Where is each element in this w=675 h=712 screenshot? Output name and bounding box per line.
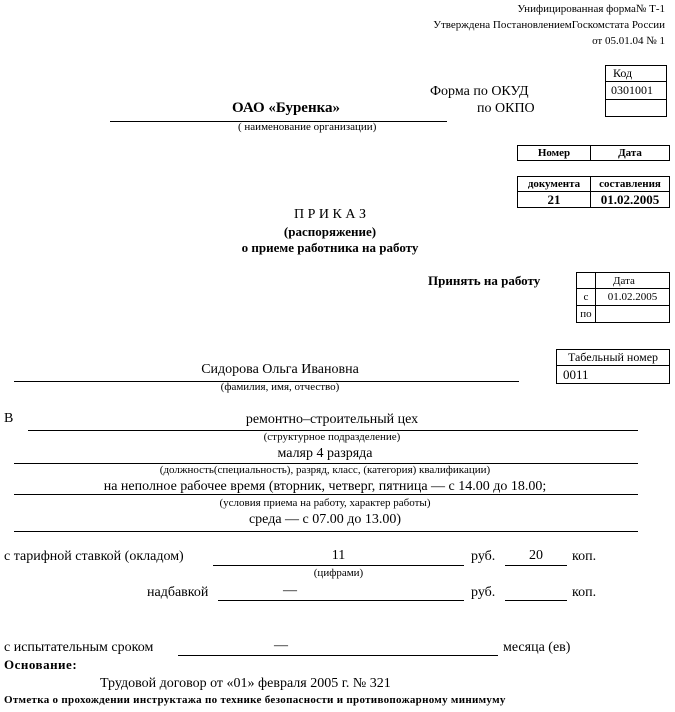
doc-date-value: 01.02.2005 [590,191,670,208]
department-name: ремонтно–строительный цех [245,412,419,427]
organization-caption: ( наименование организации) [238,121,377,133]
tab-number-value: 0011 [556,365,670,384]
order-subject: о приеме работника на работу [241,240,419,255]
bonus-label: надбавкой [147,585,209,600]
digits-caption: (цифрами) [313,567,364,579]
position-caption: (должность(специальность), разряд, класс, (категория) квалификации) [159,464,491,476]
basis-text: Трудовой договор от «01» февраля 2005 г. № 321 [100,676,391,691]
probation-unit: месяца (ев) [503,640,571,655]
conditions-caption: (условия приема на работу, характер работы) [219,497,431,509]
employee-name-caption: (фамилия, имя, отчество) [220,381,340,393]
employee-name: Сидорова Ольга Ивановна [201,362,359,377]
probation-value: — [274,638,288,653]
approval-line: Утверждена ПостановлениемГоскомстата России [433,19,665,31]
okpo-label: по ОКПО [477,101,535,116]
rate-kop-label: коп. [572,549,597,564]
conditions-line-1: на неполное рабочее время (вторник, четверг, пятница — с 14.00 до 18.00; [103,479,547,494]
rate-kop-value: 20 [529,548,543,563]
hire-to-label: по [576,305,596,323]
approval-date-line: от 05.01.04 № 1 [592,35,665,47]
form-type-line: Унифицированная форма№ Т-1 [517,3,665,15]
code-header: Код [613,66,633,80]
doc-label: документа [517,176,591,192]
hire-from-date: 01.02.2005 [595,288,670,306]
doc-date-header: Дата [590,145,670,161]
okud-label: Форма по ОКУД [430,84,529,99]
bonus-rub-label: руб. [471,585,496,600]
hire-blank-cell [576,272,596,289]
compile-label: составления [590,176,670,192]
bonus-value: — [283,583,297,598]
hire-to-date [595,305,670,323]
probation-label: с испытательным сроком [4,640,154,655]
department-prefix: В [4,411,14,426]
instruction-note: Отметка о прохождении инструктажа по технике безопасности и противопожарному минимуму [4,694,506,706]
hire-from-label: с [576,288,596,306]
okud-code: 0301001 [611,83,653,97]
doc-number-value: 21 [517,191,591,208]
department-caption: (структурное подразделение) [263,431,401,443]
position-name: маляр 4 разряда [277,446,373,461]
hire-label: Принять на работу [428,273,541,288]
rate-rub-value: 11 [331,548,346,563]
basis-label: Основание: [4,657,78,672]
tab-number-header: Табельный номер [556,349,670,366]
order-subtitle: (распоряжение) [283,224,377,239]
rate-rub-label: руб. [471,549,496,564]
organization-name: ОАО «Буренка» [232,100,341,116]
bonus-kop-label: коп. [572,585,597,600]
rate-label: с тарифной ставкой (окладом) [4,549,184,564]
hire-date-header: Дата [595,272,670,289]
order-title: П Р И К А З [294,207,366,222]
doc-number-header: Номер [517,145,591,161]
conditions-line-2: среда — с 07.00 до 13.00) [248,512,402,527]
